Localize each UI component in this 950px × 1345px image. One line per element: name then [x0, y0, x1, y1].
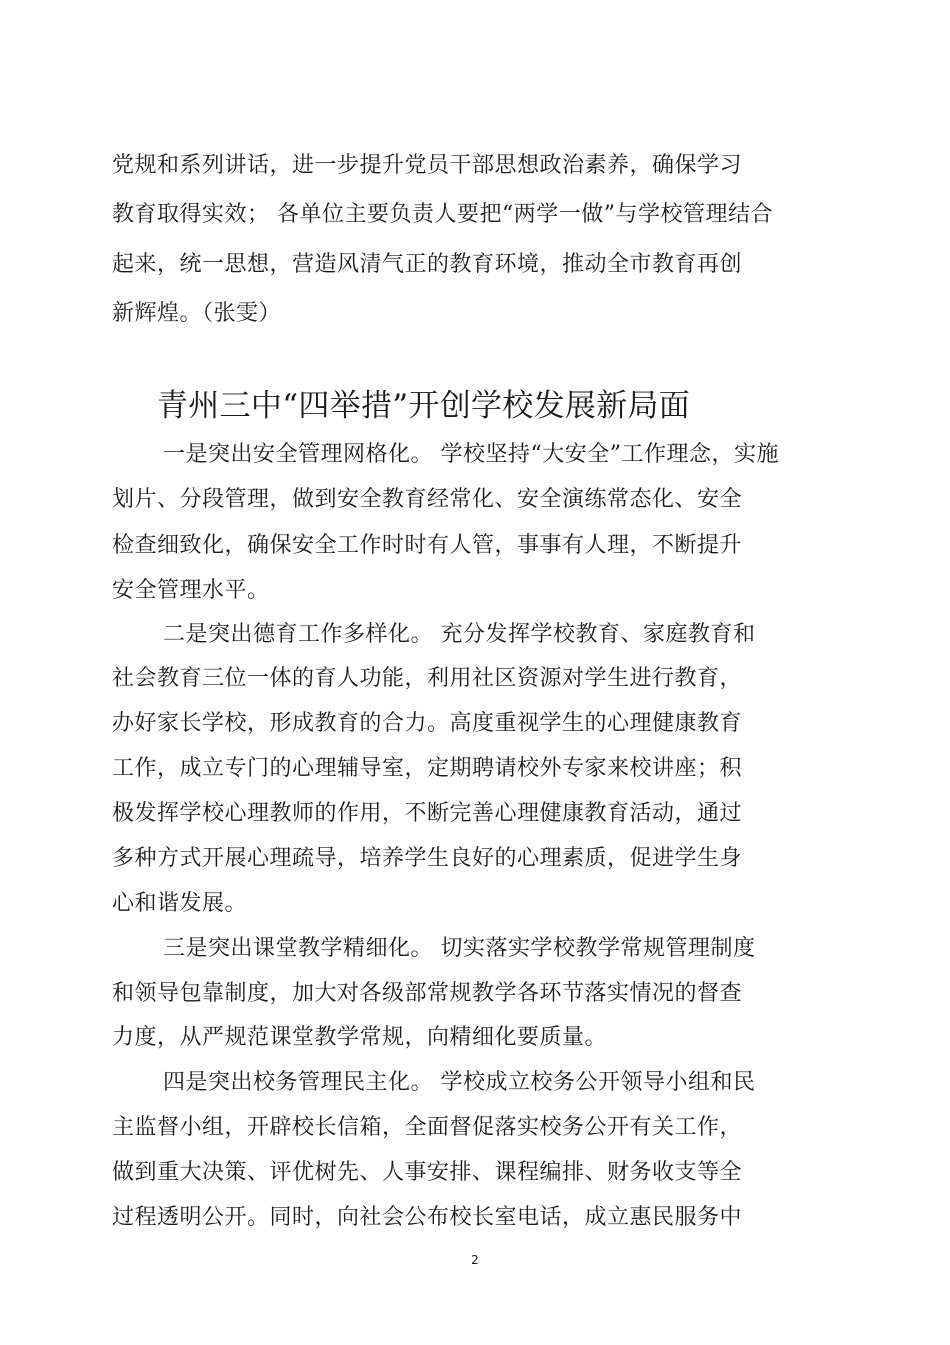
section-2-line-3: 办好家长学校，形成教育的合力。高度重视学生的心理健康教育	[112, 711, 743, 736]
section-2-line-7: 心和谐发展。	[112, 891, 248, 916]
section-1-line-1: 一是突出安全管理网格化。 学校坚持“大安全”工作理念，实施	[163, 442, 779, 467]
section-2-line-1: 二是突出德育工作多样化。 充分发挥学校教育、家庭教育和	[163, 622, 756, 647]
section-3-line-1: 三是突出课堂教学精细化。 切实落实学校教学常规管理制度	[163, 936, 756, 961]
section-2-line-5: 极发挥学校心理教师的作用，不断完善心理健康教育活动，通过	[112, 801, 743, 826]
page-number: 2	[471, 1253, 479, 1267]
section-1-line-4: 安全管理水平。	[112, 578, 270, 603]
section-4-line-4: 过程透明公开。同时，向社会公布校长室电话，成立惠民服务中	[112, 1205, 743, 1230]
intro-line-2: 教育取得实效； 各单位主要负责人要把“两学一做”与学校管理结合	[112, 202, 773, 227]
intro-line-3: 起来，统一思想，营造风清气正的教育环境，推动全市教育再创	[112, 252, 743, 277]
section-3-line-3: 力度，从严规范课堂教学常规，向精细化要质量。	[112, 1025, 608, 1050]
section-1-line-3: 检查细致化，确保安全工作时时有人管，事事有人理，不断提升	[112, 533, 743, 558]
section-4-line-3: 做到重大决策、评优树先、人事安排、课程编排、财务收支等全	[112, 1160, 743, 1185]
intro-line-4: 新辉煌。（张雯）	[112, 301, 282, 326]
section-4-line-2: 主监督小组，开辟校长信箱，全面督促落实校务公开有关工作，	[112, 1115, 743, 1140]
section-1-line-2: 划片、分段管理，做到安全教育经常化、安全演练常态化、安全	[112, 487, 743, 512]
section-3-line-2: 和领导包靠制度，加大对各级部常规教学各环节落实情况的督查	[112, 981, 743, 1006]
intro-line-1: 党规和系列讲话，进一步提升党员干部思想政治素养，确保学习	[112, 153, 743, 178]
section-4-line-1: 四是突出校务管理民主化。 学校成立校务公开领导小组和民	[163, 1070, 756, 1095]
section-2-line-4: 工作，成立专门的心理辅导室，定期聘请校外专家来校讲座；积	[112, 756, 743, 781]
article-title: 青州三中“四举措”开创学校发展新局面	[157, 388, 691, 424]
section-2-line-2: 社会教育三位一体的育人功能，利用社区资源对学生进行教育，	[112, 666, 743, 691]
section-2-line-6: 多种方式开展心理疏导，培养学生良好的心理素质，促进学生身	[112, 846, 743, 871]
